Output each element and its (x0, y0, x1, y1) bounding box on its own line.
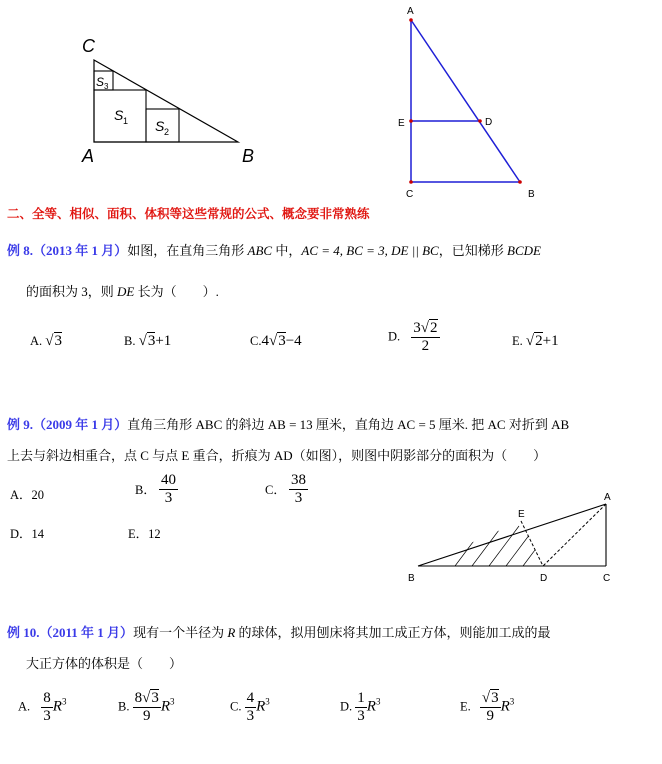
ex10-option-a (18, 690, 66, 724)
ex9-option-b-label: B． (135, 483, 156, 497)
ex10-option-d (340, 690, 380, 724)
fig3-label-b: B (408, 573, 415, 584)
fig3-label-c: C (603, 573, 611, 584)
example-8-text-a: 如图，在直角三角形 (127, 243, 248, 258)
ex10-option-d-den: 3 (357, 707, 365, 724)
fig2-label-e: E (398, 118, 405, 129)
example-10-label: 例 10. (7, 625, 40, 640)
ex10-option-b-num-head: 8 (134, 690, 143, 706)
ex8-option-b: B. √3+1 (124, 333, 172, 349)
example-9-line-1 (7, 414, 569, 433)
ex8-option-e-label: E. (512, 334, 523, 348)
fig1-s2: S (155, 118, 165, 134)
ex9-option-e: E．12 (128, 527, 161, 541)
ex10-option-d-exp: 3 (375, 696, 381, 707)
example-8-line-2 (26, 281, 219, 300)
folded-triangle-figure (400, 488, 625, 584)
ex8-option-e-value: 2 (535, 333, 543, 349)
ex10-option-b-r: R (160, 698, 170, 715)
example-10-text-a: 现有一个半径为 (133, 625, 228, 640)
fig1-s3: S (96, 75, 105, 89)
example-8-line2-b: 长为（ ）. (134, 284, 219, 299)
ex9-option-d: D．14 (10, 527, 45, 541)
ex10-option-e-fraction: $\frac{√3}{9}$ (481, 690, 499, 724)
example-9-text-1: 直角三角形 ABC 的斜边 AB = 13 厘米，直角边 AC = 5 厘米. 把 AC 对折到 AB (127, 417, 570, 432)
example-9-year: （2009 年 1 月） (33, 417, 128, 432)
ex8-option-b-tail: +1 (155, 333, 172, 349)
ex10-option-b (118, 690, 175, 724)
ex10-option-b-den: 9 (142, 707, 151, 724)
ex8-option-c-value: 3 (278, 333, 286, 349)
ex10-option-a-den: 3 (43, 707, 51, 724)
ex9-option-c-den: 3 (294, 489, 303, 506)
example-8-text-b: 中， (272, 243, 302, 258)
ex10-option-e (460, 690, 514, 724)
ex8-option-b-value: 3 (147, 333, 156, 349)
ex9-option-a: A．20 (10, 488, 45, 502)
ex9-option-b-den: 3 (164, 489, 173, 506)
example-10-line-2: 大正方体的体积是（ ） (26, 656, 183, 671)
fig1-s3-sub: 3 (104, 82, 109, 91)
example-8-bcde: BCDE (507, 243, 541, 258)
section-heading: 二、全等、相似、面积、体积等这些常规的公式、概念要非常熟练 (7, 207, 370, 221)
fig1-s1-sub: 1 (123, 116, 129, 126)
ex9-option-c-label: C． (265, 483, 286, 497)
ex8-option-d-den: 2 (421, 337, 430, 354)
example-8-text-c: ，已知梯形 (438, 243, 507, 258)
ex8-option-d-label: D. (388, 329, 401, 344)
fig1-label-b: B (242, 146, 255, 166)
ex10-option-d-label: D. (340, 699, 353, 714)
ex9-option-b-num: 40 (160, 472, 176, 488)
example-10-r: R (227, 625, 236, 640)
trapezoid-figure (392, 2, 542, 200)
ex9-option-c (265, 472, 308, 506)
ex10-option-d-fraction (355, 690, 367, 724)
example-9-label: 例 9. (7, 417, 34, 432)
example-8-line-1 (7, 240, 541, 259)
ex8-option-c-tail: −4 (285, 333, 302, 349)
ex8-option-a-value: 3 (54, 333, 63, 349)
ex8-option-c-label: C. (250, 334, 262, 348)
ex8-option-d-num-rad: 2 (430, 320, 438, 336)
ex10-option-d-r: R (366, 698, 376, 715)
ex10-option-a-exp: 3 (61, 696, 67, 707)
ex8-option-e: E. √2+1 (512, 333, 559, 349)
ex8-option-e-tail: +1 (542, 333, 559, 349)
ex10-option-b-label: B. (118, 699, 130, 714)
ex10-option-a-fraction (41, 690, 53, 724)
ex10-option-c-den: 3 (246, 707, 255, 724)
fig2-label-b: B (528, 189, 535, 200)
ex8-option-c: C.4√3−4 (250, 333, 302, 349)
example-8-year: （2013 年 1 月） (33, 243, 128, 258)
ex9-option-c-fraction (289, 472, 308, 506)
example-8-label: 例 8. (7, 243, 34, 258)
fig1-s2-sub: 2 (164, 127, 170, 137)
ex10-option-c-num: 4 (246, 690, 255, 706)
example-10-line-1 (7, 622, 551, 641)
ex10-option-a-r: R (52, 698, 62, 715)
fig1-s1: S (114, 107, 124, 123)
example-8-de: DE (117, 284, 135, 299)
ex10-option-b-exp: 3 (170, 696, 175, 707)
example-10-text-b: 的球体，拟用刨床将其加工成正方体，则能加工成的最 (235, 625, 551, 640)
ex10-option-c-r: R (256, 698, 266, 715)
ex10-option-e-r: R (500, 698, 510, 715)
fig3-label-d: D (540, 573, 548, 584)
ex8-option-c-head: 4 (261, 333, 269, 349)
ex10-option-e-exp: 3 (509, 696, 515, 707)
ex9-option-b-fraction (159, 472, 178, 506)
fig2-label-d: D (485, 117, 493, 128)
ex9-option-c-num: 38 (290, 472, 306, 488)
ex10-option-c-fraction (245, 690, 257, 724)
example-9-line-2: 上去与斜边相重合，点 C 与点 E 重合，折痕为 AD（如图），则图中阴影部分的面积为（ ） (7, 448, 547, 463)
fig2-label-a: A (407, 6, 414, 17)
ex8-option-d-num-head: 3 (413, 320, 421, 336)
ex8-option-d-fraction: $\frac{3√2}{2}$ (413, 320, 438, 354)
ex9-option-b (135, 472, 178, 506)
ex10-option-b-fraction: $\frac{8√3}{9}$ (134, 690, 159, 724)
ex10-option-e-label: E. (460, 699, 471, 714)
ex8-option-d (388, 320, 440, 354)
ex8-option-b-label: B. (124, 334, 136, 348)
ex10-option-c (230, 690, 270, 724)
ex8-option-a-label: A. (30, 334, 43, 348)
example-10-year: （2011 年 1 月） (39, 625, 134, 640)
fig1-label-a: A (82, 146, 95, 166)
fig2-label-c: C (406, 189, 414, 200)
fig3-label-a: A (604, 492, 611, 503)
fig3-label-e: E (518, 509, 525, 520)
ex10-option-d-num: 1 (357, 690, 365, 706)
ex10-option-a-num: 8 (43, 690, 51, 706)
ex10-option-e-den: 9 (486, 707, 494, 724)
example-8-line2-a: 的面积为 3，则 (26, 284, 118, 299)
ex10-option-c-label: C. (230, 699, 242, 714)
squares-triangle-figure (78, 32, 268, 167)
ex10-option-a-label: A. (18, 699, 31, 714)
example-8-condition: AC = 4, BC = 3, DE || BC (301, 243, 439, 258)
example-8-abc: ABC (247, 243, 273, 258)
ex10-option-e-num-rad: 3 (491, 690, 499, 706)
ex8-option-a: A. √3 (30, 333, 63, 349)
fig1-label-c: C (82, 36, 95, 56)
ex10-option-b-num-rad: 3 (151, 690, 159, 706)
ex10-option-c-exp: 3 (265, 696, 270, 707)
